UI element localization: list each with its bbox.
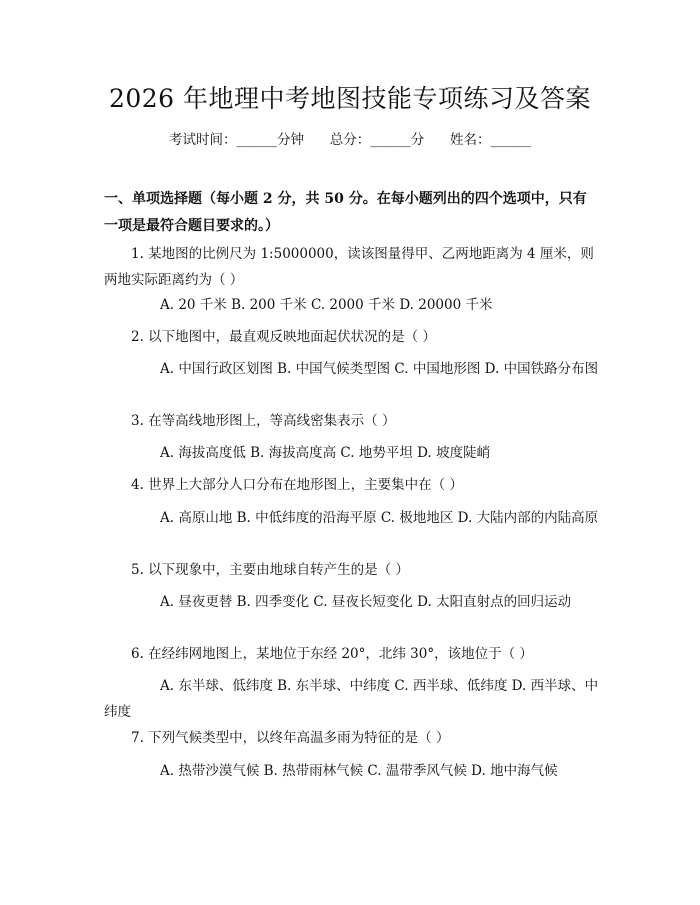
- question-options: A. 东半球、低纬度 B. 东半球、中纬度 C. 西半球、低纬度 D. 西半球、中纬度: [104, 678, 599, 720]
- question-3: [104, 408, 600, 434]
- question-options: A. 中国行政区划图 B. 中国气候类型图 C. 中国地形图 D. 中国铁路分布图: [160, 361, 599, 377]
- question-stem: 6. 在经纬网地图上，某地位于东经 20°，北纬 30°，该地位于（ ）: [131, 646, 533, 662]
- question-1: [104, 241, 600, 293]
- question-5: [104, 557, 600, 583]
- page-title: 2026 年地理中考地图技能专项练习及答案: [108, 84, 592, 113]
- question-6: [104, 641, 600, 667]
- question-options: A. 高原山地 B. 中低纬度的沿海平原 C. 极地地区 D. 大陆内部的内陆高原: [160, 510, 599, 526]
- question-stem: 5. 以下现象中，主要由地球自转产生的是（ ）: [131, 562, 409, 578]
- question-7: [104, 725, 600, 751]
- question-options: A. 海拔高度低 B. 海拔高度高 C. 地势平坦 D. 坡度陡峭: [160, 445, 491, 461]
- question-options: A. 昼夜更替 B. 四季变化 C. 昼夜长短变化 D. 太阳直射点的回归运动: [160, 594, 572, 610]
- question-stem: 4. 世界上大部分人口分布在地形图上，主要集中在（ ）: [131, 477, 463, 493]
- question-options: A. 20 千米 B. 200 千米 C. 2000 千米 D. 20000 千米: [160, 297, 493, 313]
- question-stem: 1. 某地图的比例尺为 1:5000000，读该图量得甲、乙两地距离为 4 厘米，则两地实际距离约为（ ）: [104, 246, 594, 288]
- question-4: [104, 472, 600, 498]
- question-options: A. 热带沙漠气候 B. 热带雨林气候 C. 温带季风气候 D. 地中海气候: [160, 763, 558, 779]
- question-stem: 7. 下列气候类型中，以终年高温多雨为特征的是（ ）: [131, 730, 450, 746]
- question-stem: 3. 在等高线地形图上，等高线密集表示（ ）: [131, 413, 396, 429]
- question-2: [104, 324, 600, 350]
- exam-info-line: 考试时间：______分钟 总分：______分 姓名：______: [169, 132, 531, 148]
- section-heading: 一、单项选择题（每小题 2 分，共 50 分。在每小题列出的四个选项中，只有一项是最符合题目要求的。）: [104, 191, 587, 234]
- question-stem: 2. 以下地图中，最直观反映地面起伏状况的是（ ）: [131, 329, 436, 345]
